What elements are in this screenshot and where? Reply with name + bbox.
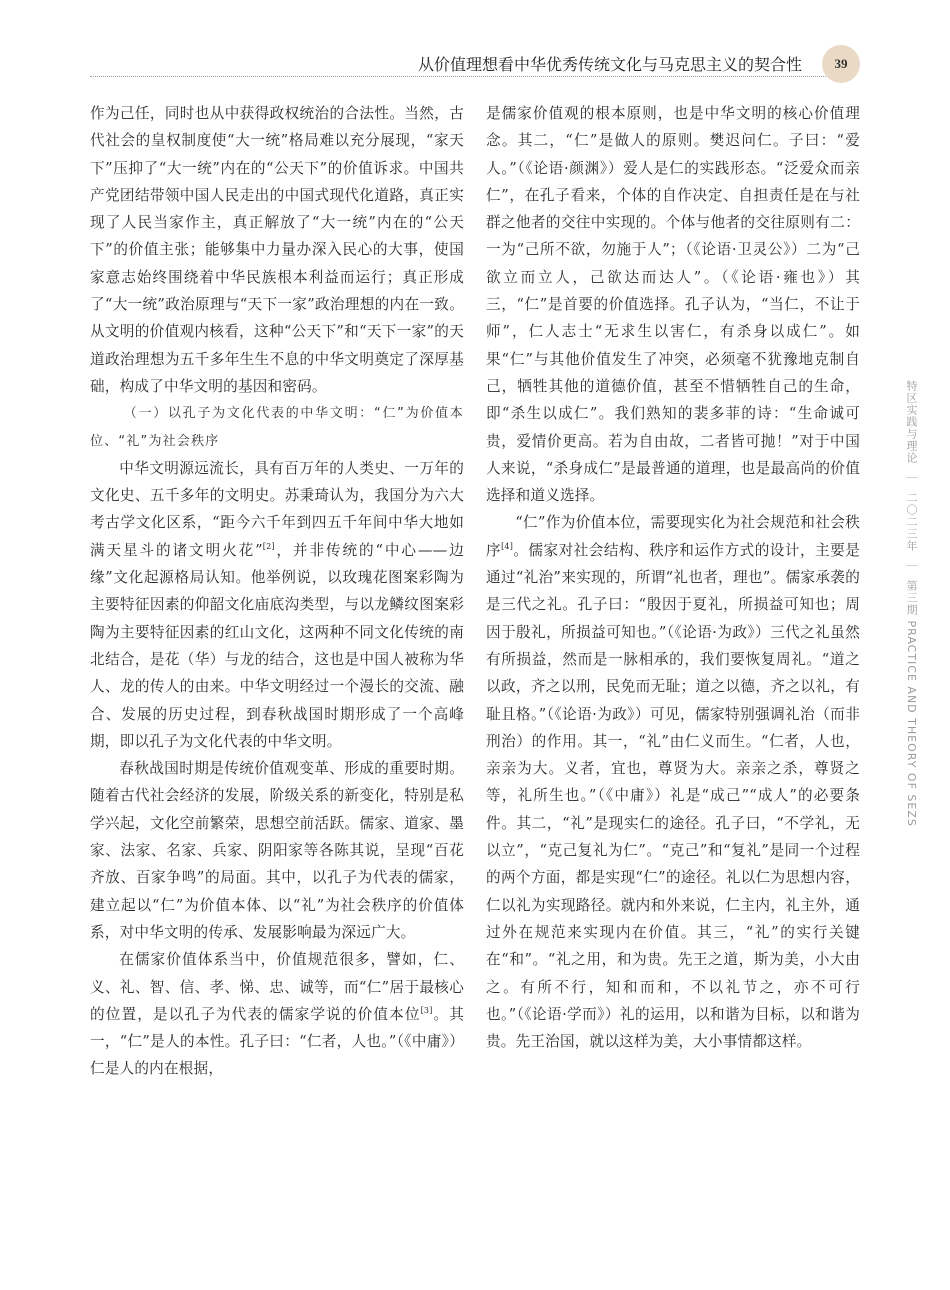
running-title: 从价值理想看中华优秀传统文化与马克思主义的契合性 <box>417 55 802 74</box>
section-subheading: （一）以孔子为文化代表的中华文明：“仁”为价值本位、“礼”为社会秩序 <box>90 406 464 449</box>
paragraph-text: 在儒家价值体系当中，价值规范很多，譬如，仁、义、礼、智、信、孝、悌、忠、诚等，而“仁”居于最核心的位置，是以孔子为代表的儒家学说的价值本位 <box>90 951 464 1023</box>
right-column <box>486 100 860 1055</box>
header-divider <box>90 76 826 77</box>
issue-number: 第三期 <box>905 580 918 616</box>
reference-mark: [2] <box>262 541 275 551</box>
reference-mark: [3] <box>420 1005 433 1015</box>
paragraph: 春秋战国时期是传统价值观变革、形成的重要时期。随着古代社会经济的发展，阶级关系的新变化，特别是私学兴起，文化空前繁荣，思想空前活跃。儒家、道家、墨家、法家、名家、兵家、阴阳家等各陈其说，呈现“百花齐放、百家争鸣”的局面。其中，以孔子为代表的儒家，建立起以“仁”为价值本体、以“礼”为社会秩序的价值体系，对中华文明的传承、发展影响最为深远广大。 <box>90 760 464 941</box>
paragraph <box>486 509 860 1055</box>
paragraph-text: 。其一，“仁”是人的本性。孔子曰：“仁者，人也。”（《中庸》）仁是人的内在根据， <box>90 1005 464 1078</box>
paragraph-text: ，并非传统的“中心——边缘”文化起源格局认知。他举例说，以玫瑰花图案彩陶为主要特征因素的仰韶文化庙底沟类型，与以龙鳞纹图案彩陶为主要特征因素的红山文化，这两种不同文化传统的南北结合，是花（华）与龙的结合，这也是中国人被称为华人、龙的传人的由来。中华文明经过一个漫长的交流、融合、发展的历史过程，到春秋战国时期形成了一个高峰期，即以孔子为文化代表的中华文明。 <box>90 541 464 750</box>
paragraph <box>90 455 464 755</box>
paragraph: 是儒家价值观的根本原则，也是中华文明的核心价值理念。其二，“仁”是做人的原则。樊迟问仁。子曰：“爱人。”（《论语·颜渊》）爱人是仁的实践形态。“泛爱众而亲仁”，在孔子看来，个体的自作决定、自担责任是在与社群之他者的交往中实现的。个体与他者的交往原则有二：一为“己所不欲，勿施于人”；（《论语·卫灵公》）二为“己欲立而立人，己欲达而达人”。（《论语·雍也》）其三，“仁”是首要的价值选择。孔子认为，“当仁，不让于师”，仁人志士“无求生以害仁，有杀身以成仁”。如果“仁”与其他价值发生了冲突，必须毫不犹豫地克制自己，牺牲其他的道德价值，甚至不惜牺牲自己的生命，即“杀生以成仁”。我们熟知的裴多菲的诗：“生命诚可贵，爱情价更高。若为自由故，二者皆可抛！”对于中国人来说，“杀身成仁”是最普通的道理，也是最高尚的价值选择和道义选择。 <box>486 105 860 505</box>
issue-year: 二〇二三年 <box>905 492 918 552</box>
separator: ｜ <box>905 560 918 572</box>
journal-name: 特区实践与理论 <box>905 380 918 464</box>
separator: ｜ <box>905 472 918 484</box>
journal-side-label <box>899 380 919 827</box>
paragraph-text: “仁”作为价值本位，需要现实化为社会规范和社会秩序 <box>486 514 860 559</box>
left-column <box>90 100 464 1083</box>
paragraph-text: 中华文明源远流长，具有百万年的人类史、一万年的文化史、五千多年的文明史。苏秉琦认为，我国分为六大考古学文化区系，“距今六千年到四五千年间中华大地如满天星斗的诸文明火花” <box>90 459 464 559</box>
paragraph: 作为己任，同时也从中获得政权统治的合法性。当然，古代社会的皇权制度使“大一统”格局难以充分展现，“家天下”压抑了“大一统”内在的“公天下”的价值诉求。中国共产党团结带领中国人民走出的中国式现代化道路，真正实现了人民当家作主，真正解放了“大一统”内在的“公天下”的价值主张；能够集中力量办深入民心的大事，使国家意志始终围绕着中华民族根本利益而运行；真正形成了“大一统”政治原理与“天下一家”政治理想的内在一致。从文明的价值观内核看，这种“公天下”和“天下一家”的天道政治理想为五千多年生生不息的中华文明奠定了深厚基础，构成了中华文明的基因和密码。 <box>90 105 464 395</box>
paragraph-text: 。儒家对社会结构、秩序和运作方式的设计，主要是通过“礼治”来实现的，所谓“礼也者，理也”。儒家承袭的是三代之礼。孔子曰：“殷因于夏礼，所损益可知也；周因于殷礼，所损益可知也。”（《论语·为政》）三代之礼虽然有所损益，然而是一脉相承的，我们要恢复周礼。“道之以政，齐之以刑，民免而无耻；道之以德，齐之以礼，有耻且格。”（《论语·为政》）可见，儒家特别强调礼治（而非刑治）的作用。其一，“礼”由仁义而生。“仁者，人也，亲亲为大。义者，宜也，尊贤为大。亲亲之杀，尊贤之等，礼所生也。”（《中庸》）礼是“成己”“成人”的必要条件。其二，“礼”是现实仁的途径。孔子曰，“不学礼，无以立”，“克己复礼为仁”。“克己”和“复礼”是同一个过程的两个方面，都是实现“仁”的途径。礼以仁为思想内容，仁以礼为实现路径。就内和外来说，仁主内，礼主外，通过外在规范来实现内在价值。其三，“礼”的实行关键在“和”。“礼之用，和为贵。先王之道，斯为美，小大由之。有所不行，知和而和，不以礼节之，亦不可行也。”（《论语·学而》）礼的运用，以和谐为目标，以和谐为贵。先王治国，就以这样为美，大小事情都这样。 <box>486 541 860 1051</box>
reference-mark: [4] <box>501 541 514 551</box>
page-number: 39 <box>822 45 860 83</box>
paragraph <box>90 946 464 1082</box>
journal-english-name: PRACTICE AND THEORY OF SEZS <box>905 620 918 827</box>
